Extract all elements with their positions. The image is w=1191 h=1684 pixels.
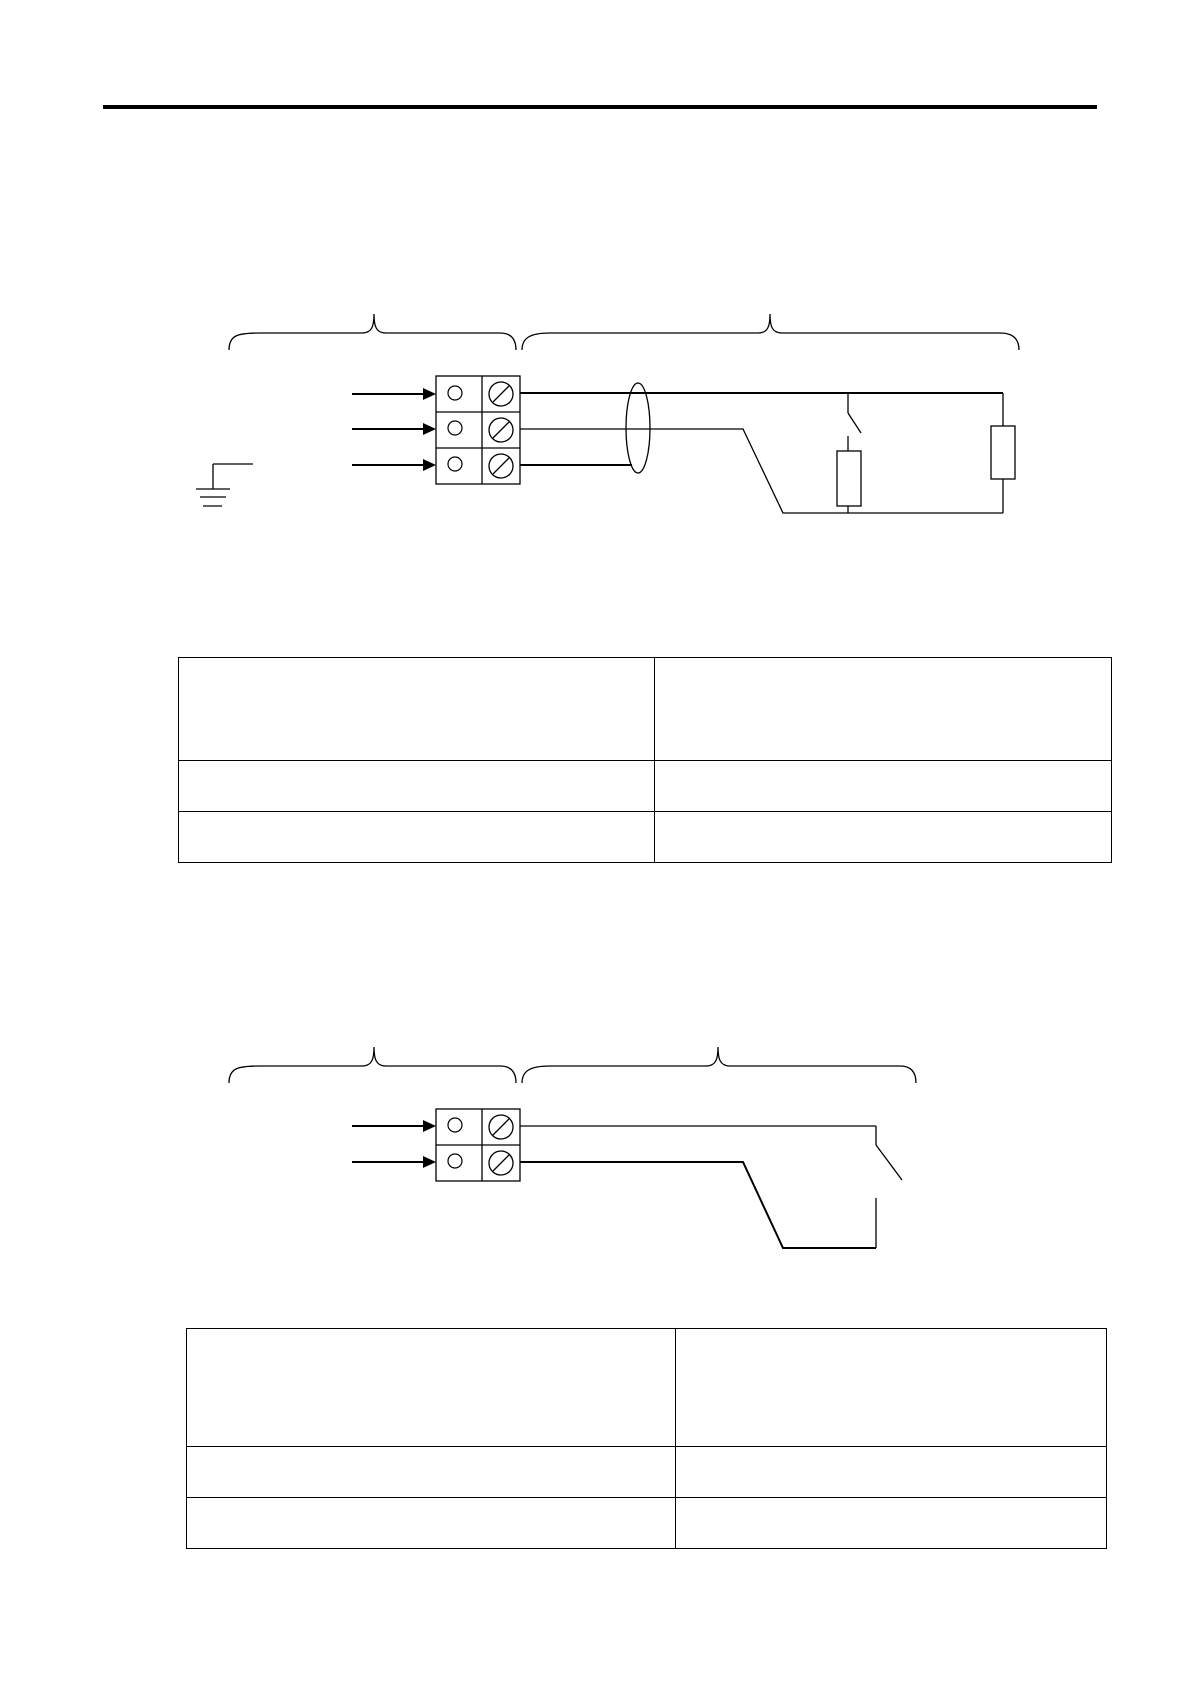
input-arrow-icon [352, 459, 436, 471]
table-cell [655, 658, 1112, 761]
field-side-brace [522, 1047, 916, 1083]
ground-icon [196, 464, 253, 506]
resistor-icon [991, 426, 1015, 479]
wire-2 [520, 429, 1003, 513]
spec-table-1 [178, 657, 1112, 863]
wire-2 [520, 1162, 876, 1248]
table-row [187, 1329, 1107, 1447]
input-arrow-icon [352, 423, 436, 435]
switch-contact-icon [848, 413, 861, 433]
table-cell [187, 1447, 676, 1498]
table-row [179, 658, 1112, 761]
input-arrow-icon [352, 1156, 436, 1168]
table-cell [187, 1498, 676, 1549]
table-cell [179, 658, 655, 761]
table-cell [676, 1498, 1107, 1549]
cable-shield-icon [626, 383, 650, 473]
switch-contact-icon [876, 1145, 902, 1180]
table-cell [187, 1329, 676, 1447]
input-arrow-icon [352, 1120, 436, 1132]
table-row [179, 812, 1112, 863]
three-terminal-wiring-diagram [196, 314, 1019, 513]
table-row [187, 1498, 1107, 1549]
device-side-brace [229, 1047, 516, 1083]
table-cell [676, 1329, 1107, 1447]
table-row [179, 761, 1112, 812]
two-terminal-wiring-diagram [229, 1047, 916, 1248]
device-side-brace [229, 314, 516, 350]
table-row [187, 1447, 1107, 1498]
spec-table-2 [186, 1328, 1107, 1549]
table-cell [179, 761, 655, 812]
resistor-icon [837, 451, 861, 506]
table-cell [655, 761, 1112, 812]
field-side-brace [522, 314, 1019, 350]
table-cell [655, 812, 1112, 863]
input-arrow-icon [352, 388, 436, 400]
table-cell [179, 812, 655, 863]
table-cell [676, 1447, 1107, 1498]
